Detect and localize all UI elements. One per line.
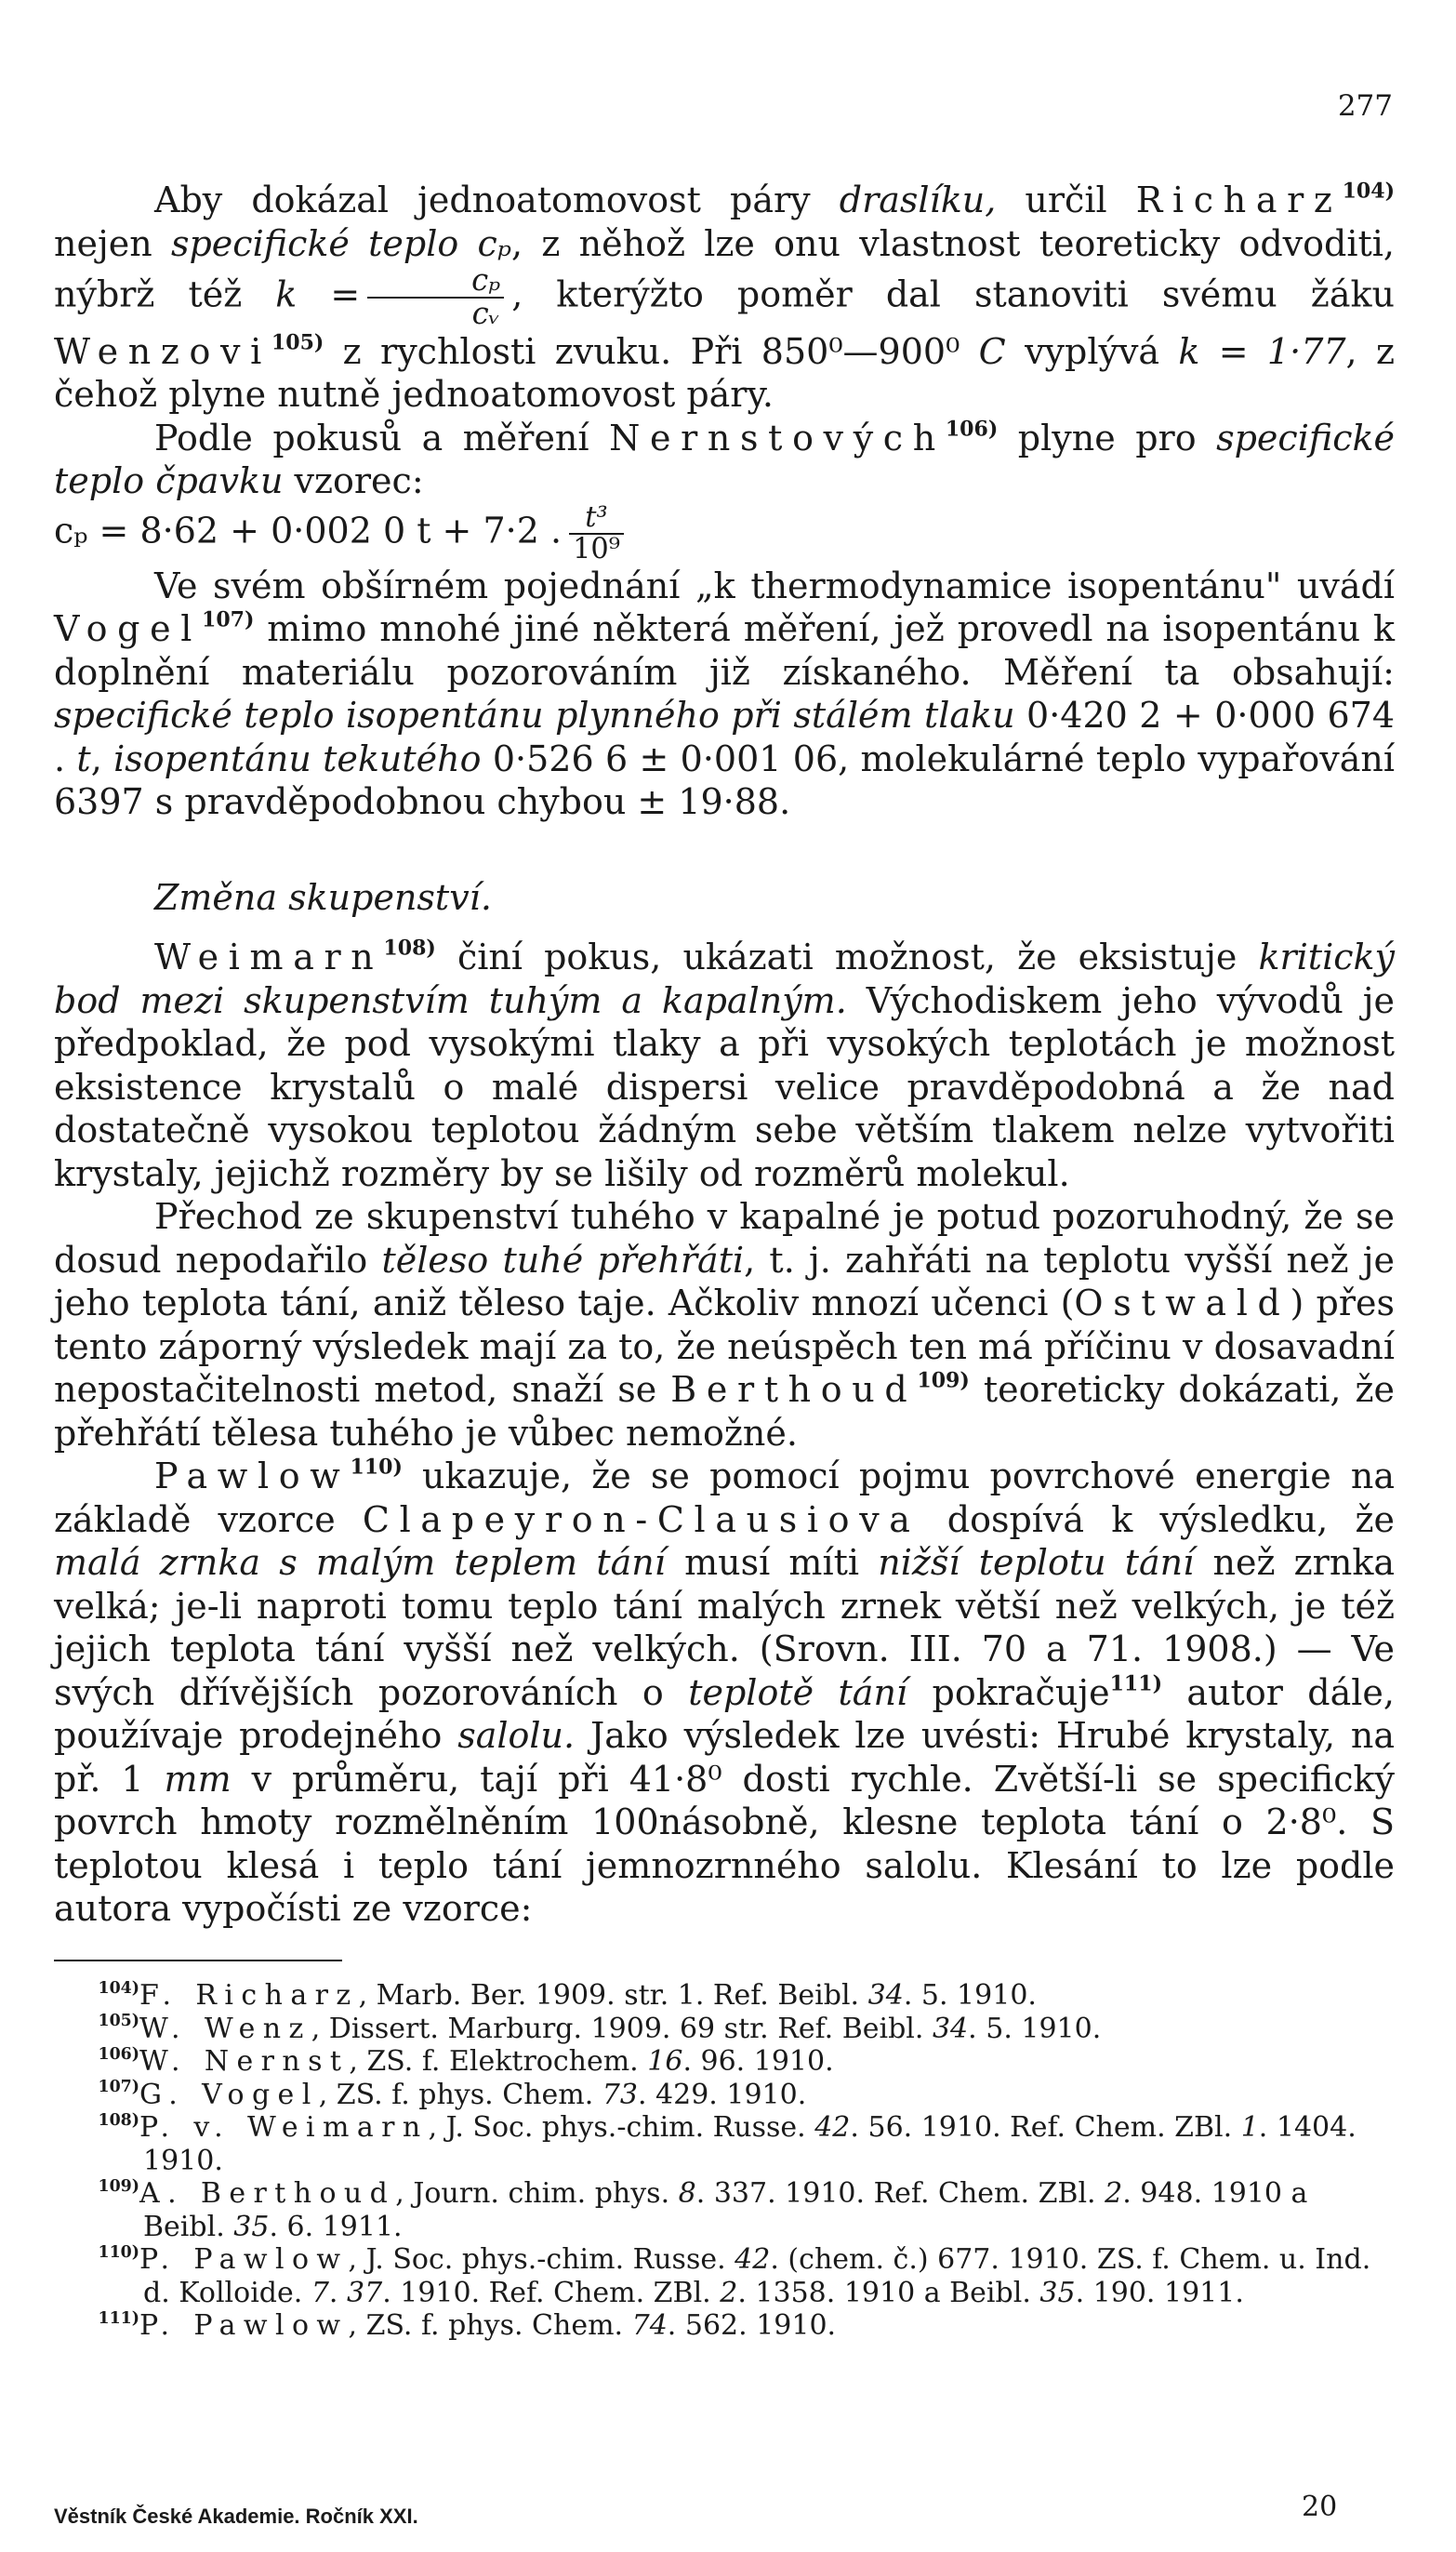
text-italic: isopentánu tekutého: [113, 738, 482, 779]
text: autor dále, používaje prodejného: [54, 1671, 1395, 1757]
text-italic: specifické teplo čpavku: [54, 417, 1395, 502]
text: . 337. 1910. Ref. Chem. ZBl.: [695, 2177, 1105, 2210]
journal-title: Věstník České Akademie. Ročník XXI.: [54, 2505, 418, 2528]
text: Přechod ze skupenství tuhého v kapalné je potud pozoruhodný, že se dosud nepodařilo: [54, 1196, 1395, 1281]
volume: 16: [647, 2045, 683, 2078]
footnote-divider: [54, 1960, 342, 1961]
text: , Dissert. Marburg. 1909. 69 str. Ref. Beibl.: [311, 2012, 933, 2045]
footnote-109: $^{109)}$A. Berthoud, Journ. chim. phys. 8. 337. 1910. Ref. Chem. ZBl. 2. 948. 1910 a Beibl. 35. 6. 1911.: [98, 2176, 1308, 2243]
author-name: W. Wenz: [139, 2012, 311, 2045]
text: v průměru, tají při 41·8⁰ dosti rychle. Zvětší-li se specifický povrch hmoty rozmělněním 100násobně, klesne teplota tání o 2·8⁰. S teplotou klesá i teplo tání jemnozrnného salolu. Klesání to lze podle autora vypočísti ze vzorce:: [54, 1758, 1396, 1930]
text: činí pokus, ukázati možnost, že eksistuje: [435, 937, 1259, 978]
author-name: Richarz: [1135, 179, 1343, 220]
text: , z něhož lze onu vlastnost teoreticky odvoditi, nýbrž též: [54, 222, 1395, 315]
author-name: P. v. Weimarn: [139, 2111, 429, 2144]
volume: 2: [720, 2276, 738, 2309]
footnote-ref: 110): [350, 1455, 403, 1480]
math-symbol: k =: [275, 273, 361, 315]
text-italic: nižší teplotu tání: [878, 1542, 1195, 1584]
paragraph-vogel: [54, 565, 1395, 824]
volume: 2: [1105, 2177, 1123, 2210]
text: . 56. 1910. Ref. Chem. ZBl.: [850, 2111, 1241, 2144]
author-name: Berthoud: [670, 1369, 918, 1411]
text: z rychlosti zvuku. Při 850⁰—900⁰: [324, 330, 979, 372]
fraction-cp-cv: [367, 262, 504, 331]
author-name: Vogel: [54, 608, 202, 650]
text: musí míti: [665, 1542, 879, 1584]
text: , Journ. chim. phys.: [395, 2177, 679, 2210]
text: pokračuje: [907, 1671, 1110, 1713]
author-name: P. Pawlow: [139, 2309, 349, 2342]
footnote-ref: 108): [383, 936, 436, 961]
text: , t. j. zahřáti na teplotu vyšší než je jeho teplota tání, aniž těleso taje. Ačkoliv mnozí učenci (: [54, 1239, 1396, 1324]
text: ukazuje, že se pomocí pojmu povrchové energie na základě vzorce: [54, 1455, 1395, 1540]
text: . 1910. Ref. Chem. ZBl.: [382, 2276, 721, 2309]
author-name: Weimarn: [154, 937, 384, 978]
volume: 35: [1039, 2276, 1076, 2309]
text-italic: mm: [164, 1758, 232, 1800]
section-heading: [54, 876, 1395, 920]
footnote-106: $^{106)}$W. Nernst, ZS. f. Elektrochem. 16. 96. 1910.: [98, 2044, 834, 2078]
paragraph-richarz: [54, 179, 1395, 417]
author-name: Wenzovi: [54, 330, 271, 372]
text: . (chem. č.) 677. 1910. ZS. f. Chem. u. Ind. d. Kolloide.: [143, 2243, 1371, 2309]
text: Jako výsledek lze uvésti: Hrubé krystaly, na př. 1: [54, 1715, 1396, 1800]
text: . 948. 1910 a Beibl.: [143, 2177, 1308, 2243]
volume: 73: [602, 2078, 638, 2111]
volume: 8: [678, 2177, 696, 2210]
author-name: P. Pawlow: [139, 2243, 349, 2276]
text-italic: specifické teplo isopentánu plynného při stálém tlaku: [54, 695, 1015, 737]
sheet-number: 20: [1302, 2491, 1338, 2523]
volume: 7: [311, 2276, 329, 2309]
footnote-105: $^{105)}$W. Wenz, Dissert. Marburg. 1909. 69 str. Ref. Beibl. 34. 5. 1910.: [98, 2012, 1102, 2045]
volume: 74: [631, 2309, 668, 2342]
text: 0·526 6 ± 0·001 06, molekulárné teplo vypařování 6397 s pravděpodobnou chybou ± 19·88.: [54, 738, 1396, 823]
text: Východiskem jeho vývodů je předpoklad, že pod vysokými tlaky a při vysokých teplotách je možnost eksistence krystalů o malé dispersi velice pravděpodobná a že nad dostatečně vysokou teplotou žádným sebe větším tlakem nelze vytvořiti krystaly, jejichž rozměry by se lišily od rozměrů molekul.: [54, 979, 1395, 1194]
text: . 1404. 1910.: [143, 2111, 1357, 2177]
text: . 6. 1911.: [269, 2210, 403, 2243]
author-name: W. Nernst: [139, 2045, 350, 2078]
text-italic: specifické teplo: [170, 222, 459, 264]
text: určil: [996, 179, 1136, 220]
text: . 96. 1910.: [682, 2045, 834, 2078]
fraction-numerator: t³: [569, 503, 624, 535]
text: , z čehož plyne nutně jednoatomovost páry.: [54, 330, 1395, 416]
math-symbol: C: [978, 330, 1006, 372]
text: ) přes tento záporný výsledek mají za to, že neúspěch ten má příčinu v dosavadní nepostačitelnosti metod, snaží se: [54, 1283, 1395, 1411]
text: plyne pro: [998, 417, 1217, 459]
text-italic: salolu.: [457, 1715, 576, 1757]
volume: 1: [1240, 2111, 1259, 2144]
text: Aby dokázal jednoatomovost páry: [154, 179, 840, 220]
author-name: Ostwald: [1074, 1283, 1291, 1324]
heading-text: Změna skupenství.: [154, 876, 492, 918]
text: , ZS. f. phys. Chem.: [318, 2078, 602, 2111]
paragraph-nernst: [54, 417, 1395, 503]
footnote-ref: 105): [271, 330, 324, 355]
math-symbol: k = 1·77: [1178, 330, 1346, 372]
text: , ZS. f. Elektrochem.: [349, 2045, 648, 2078]
main-text: [54, 179, 1395, 1931]
text: . 190. 1911.: [1075, 2276, 1244, 2309]
text: ,: [90, 738, 114, 779]
paragraph-prechod: [54, 1195, 1395, 1455]
footnote-ref: 107): [202, 607, 255, 632]
author-name: A. Berthoud: [139, 2177, 396, 2210]
author-name: Pawlow: [154, 1455, 351, 1497]
text: nejen: [54, 222, 171, 264]
footnote-107: $^{107)}$G. Vogel, ZS. f. phys. Chem. 73. 429. 1910.: [98, 2078, 807, 2111]
footnote-104: $^{104)}$F. Richarz, Marb. Ber. 1909. str. 1. Ref. Beibl. 34. 5. 1910.: [98, 1978, 1037, 2012]
paragraph-pawlow: [54, 1455, 1395, 1931]
text: . 429. 1910.: [637, 2078, 807, 2111]
volume: 34: [867, 1979, 904, 2012]
text: , J. Soc. phys.-chim. Russe.: [348, 2243, 735, 2276]
footnote-108: $^{108)}$P. v. Weimarn, J. Soc. phys.-chim. Russe. 42. 56. 1910. Ref. Chem. ZBl. 1. 1404. 1910.: [98, 2110, 1357, 2177]
fraction-t3: [569, 500, 624, 565]
text: , J. Soc. phys.-chim. Russe.: [428, 2111, 815, 2144]
text-italic: draslíku,: [839, 179, 997, 220]
footnote-ref: 104): [1342, 179, 1395, 204]
volume: 35: [233, 2210, 270, 2243]
text: než zrnka velká; je-li naproti tomu teplo tání malých zrnek větší než velkých, je též jejich teplota tání vyšší než velkých. (Srovn. III. 70 a 71. 1908.) — Ve svých dřívějších pozorováních o: [54, 1542, 1395, 1713]
volume: 37: [347, 2276, 383, 2309]
footnote-110: $^{110)}$P. Pawlow, J. Soc. phys.-chim. Russe. 42. (chem. č.) 677. 1910. ZS. f. Chem. u. Ind. d. Kolloide. 7. 37. 1910. Ref. Chem. ZBl. 2. 1358. 1910 a Beibl. 35. 190. 1911.: [98, 2242, 1371, 2309]
text-italic: kritický bod mezi skupenstvím tuhým a kapalným.: [54, 937, 1395, 1021]
volume: 42: [735, 2243, 771, 2276]
text-italic: těleso tuhé přehřáti: [381, 1239, 745, 1281]
footnote-111: $^{111)}$P. Pawlow, ZS. f. phys. Chem. 74. 562. 1910.: [98, 2308, 837, 2342]
text: . 562. 1910.: [667, 2309, 837, 2342]
formula-cpavek: [54, 500, 1395, 565]
math-symbol: cₚ: [477, 222, 512, 264]
author-name: G. Vogel: [139, 2078, 319, 2111]
footnote-ref: 109): [917, 1368, 970, 1393]
text: vzorec:: [283, 460, 424, 502]
fraction-denominator: 10⁹: [573, 532, 620, 565]
text: dospívá k výsledku, že: [920, 1498, 1395, 1540]
text: . 5. 1910.: [903, 1979, 1037, 2012]
author-name: F. Richarz: [139, 1979, 359, 2012]
text-italic: malá zrnka s malým teplem tání: [54, 1542, 666, 1584]
author-name: Nernstových: [609, 417, 946, 459]
text: , ZS. f. phys. Chem.: [348, 2309, 632, 2342]
text: .: [328, 2276, 347, 2309]
text: . 5. 1910.: [968, 2012, 1102, 2045]
page-number: 277: [1337, 89, 1393, 123]
text: vyplývá: [1005, 330, 1179, 372]
math-symbol: t: [76, 738, 91, 779]
text: . 1358. 1910 a Beibl.: [737, 2276, 1040, 2309]
text: Podle pokusů a měření: [154, 417, 610, 459]
text: 0·420 2 + 0·000 674 .: [54, 695, 1396, 779]
footnotes: [54, 1979, 1395, 2343]
paragraph-weimarn: [54, 936, 1395, 1195]
text: mimo mnohé jiné některá měření, jež provedl na isopentánu k doplnění materiálu pozorováním již získaného. Měření ta obsahují:: [54, 608, 1395, 693]
text: , Marb. Ber. 1909. str. 1. Ref. Beibl.: [358, 1979, 868, 2012]
text: Ve svém obšírném pojednání „k thermodynamice isopentánu" uvádí: [154, 565, 1395, 606]
volume: 42: [814, 2111, 851, 2144]
footnote-ref: 111): [1109, 1671, 1162, 1696]
text-italic: teplotě tání: [688, 1671, 908, 1713]
author-name: Clapeyron-Clausiova: [362, 1498, 920, 1540]
text: teoreticky dokázati, že přehřátí tělesa tuhého je vůbec nemožné.: [54, 1369, 1395, 1454]
text: , kterýžto poměr dal stanoviti svému žáku: [511, 273, 1395, 315]
page-footer: [54, 2491, 1395, 2530]
fraction-denominator: cᵥ: [471, 295, 500, 331]
volume: 34: [932, 2012, 969, 2045]
footnote-ref: 106): [945, 417, 999, 442]
formula-lhs: cₚ = 8·62 + 0·002 0 t + 7·2 .: [54, 510, 563, 552]
fraction-numerator: cₚ: [367, 265, 504, 299]
